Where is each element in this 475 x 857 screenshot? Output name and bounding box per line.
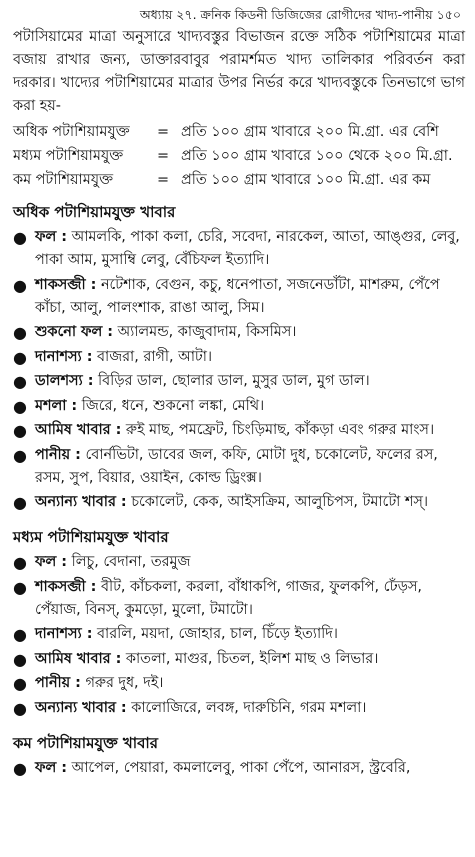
bullet-icon: ● [13, 445, 27, 465]
bullet-icon: ● [13, 275, 27, 295]
item-text: কাতলা, মাগুর, চিতল, ইলিশ মাছ ও লিভার। [125, 650, 379, 667]
category-label: দানাশস্য : [35, 626, 93, 642]
category-label: আমিষ খাবার : [35, 422, 122, 438]
low-potassium-food-list [13, 757, 465, 780]
list-item [13, 697, 465, 720]
category-label: আমিষ খাবার : [35, 650, 122, 667]
item-text: রুই মাছ, পমফ্রেট, চিংড়িমাছ, কাঁকড়া এবং গরুর মাংস। [125, 422, 435, 438]
section-title-low-potassium: কম পটাশিয়ামযুক্ত খাবার [13, 733, 159, 752]
category-label: শুকনো ফল : [35, 324, 114, 340]
list-item [13, 623, 465, 646]
intro-paragraph: পটাসিয়ামের মাত্রা অনুসারে খাদ্যবস্তুর বিভাজন রক্তে সঠিক পটাশিয়ামের মাত্রা বজায় রাখার জন্য, ডাক্তারবাবুর পরামর্শমত খাদ্য তালিকার পরিবর্তন করা দরকার। খাদ্যের পটাশিয়ামের মাত্রার উপর নির্ভর করে খাদ্যবস্তুকে তিনভাগে ভাগ করা হয়- [13, 29, 465, 114]
list-item [13, 648, 465, 671]
list-item [13, 551, 465, 574]
list-item [13, 346, 465, 369]
list-item [13, 321, 465, 344]
section-title-high-potassium: অধিক পটাশিয়ামযুক্ত খাবার [13, 203, 176, 221]
list-item [13, 491, 465, 514]
medium-potassium-food-list [13, 551, 465, 720]
item-text: গরুর দুধ, দই। [85, 675, 164, 691]
item-text: বারলি, ময়দা, জোহার, চাল, চিঁড়ে ইত্যাদি। [97, 626, 338, 642]
category-label: মশলা : [35, 397, 78, 414]
bullet-icon: ● [13, 674, 27, 693]
list-item [13, 444, 465, 490]
item-text: অ্যালমন্ড, কাজুবাদাম, কিসমিস। [117, 324, 297, 340]
bullet-icon: ● [13, 649, 27, 669]
item-text: বাজরা, রাগী, আটা। [97, 348, 213, 365]
category-label: পানীয় : [35, 675, 81, 691]
list-item [13, 576, 465, 622]
item-text: চকোলেট, কেক, আইসক্রিম, আলুচিপস, টমাটো শস্। [131, 494, 429, 510]
category-label: অন্যান্য খাবার : [35, 494, 127, 510]
bullet-icon: ● [13, 347, 27, 367]
bullet-icon: ● [13, 228, 27, 247]
level-definition: প্রতি ১০০ গ্রাম খাবারে ১০০ মি.গ্রা. এর কম [181, 172, 431, 188]
item-text: কালোজিরে, লবঙ্গ, দারুচিনি, গরম মশলা। [131, 699, 367, 716]
category-label: শাকসব্জী : [35, 578, 97, 595]
high-potassium-food-list [13, 226, 465, 514]
list-item [13, 226, 465, 272]
bullet-icon: ● [13, 323, 27, 342]
category-label: ফল : [35, 759, 68, 776]
item-text: বোর্নভিটা, ডাবের জল, কফি, মোটা দুধ, চকোলেট, ফলের রস, রসম, সুপ, বিয়ার, ওয়াইন, কোল্ড ড্রিংক্স। [35, 446, 438, 486]
list-item [13, 757, 465, 780]
level-row-high [13, 121, 465, 145]
category-label: দানাশস্য : [35, 348, 93, 365]
bullet-icon: ● [13, 396, 27, 416]
item-text: বিড়ির ডাল, ছোলার ডাল, মুসুর ডাল, মুগ ডাল। [98, 373, 370, 389]
item-text: জিরে, ধনে, শুকনো লঙ্কা, মেথি। [81, 397, 265, 414]
level-row-medium [13, 145, 465, 169]
item-text: আমলকি, পাকা কলা, চেরি, সবেদা, নারকেল, আতা, আঙ্গুর, লেবু, পাকা আম, মুসাম্বি লেবু, বেঁচিফল ইত্যাদি। [35, 229, 460, 268]
equals-sign: = [156, 148, 170, 164]
bullet-icon: ● [13, 553, 27, 572]
level-row-low [13, 169, 465, 193]
section-title-medium-potassium: মধ্যম পটাশিয়ামযুক্ত খাবার [13, 528, 169, 546]
level-name: মধ্যম পটাশিয়ামযুক্ত [13, 148, 124, 164]
category-label: পানীয় : [35, 446, 81, 463]
item-text: বীট, কাঁচকলা, করলা, বাঁধাকপি, গাজর, ফুলকপি, ঢেঁড়স, পেঁয়াজ, বিনস্, কুমড়ো, মুলো, টমাটো। [35, 578, 422, 618]
bullet-icon: ● [13, 372, 27, 391]
category-label: ফল : [35, 229, 68, 245]
list-item [13, 274, 465, 320]
level-definition: প্রতি ১০০ গ্রাম খাবারে ১০০ থেকে ২০০ মি.গ্রা. [181, 148, 453, 164]
category-label: ফল : [35, 554, 68, 570]
running-head: অধ্যায় ২৭. ক্রনিক কিডনী ডিজিজের রোগীদের খাদ্য-পানীয় ১৫০ [139, 7, 461, 22]
item-text: আপেল, পেয়ারা, কমলালেবু, পাকা পেঁপে, আনারস, স্ট্রবেরি, [71, 759, 411, 776]
bullet-icon: ● [13, 421, 27, 440]
item-text: নটেশাক, বেগুন, কচু, ধনেপাতা, সজনেডাঁটা, মাশরুম, পেঁপে কাঁচা, আলু, পালংশাক, রাঙা আলু, সিম। [35, 276, 440, 316]
category-label: ডালশস্য : [35, 373, 94, 389]
equals-sign: = [156, 124, 170, 140]
bullet-icon: ● [13, 758, 27, 778]
category-label: অন্যান্য খাবার : [35, 699, 127, 716]
level-definition: প্রতি ১০০ গ্রাম খাবারে ২০০ মি.গ্রা. এর বেশি [181, 124, 439, 140]
level-name: অধিক পটাশিয়ামযুক্ত [13, 124, 130, 140]
category-label: শাকসব্জী : [35, 276, 97, 293]
item-text: লিচু, বেদানা, তরমুজ [71, 554, 191, 570]
list-item [13, 419, 465, 442]
list-item [13, 370, 465, 393]
equals-sign: = [156, 172, 170, 188]
bullet-icon: ● [13, 625, 27, 644]
list-item [13, 395, 465, 418]
list-item [13, 672, 465, 695]
bullet-icon: ● [13, 577, 27, 597]
bullet-icon: ● [13, 493, 27, 512]
level-name: কম পটাশিয়ামযুক্ত [13, 172, 113, 188]
bullet-icon: ● [13, 698, 27, 718]
potassium-level-definitions [13, 121, 465, 193]
